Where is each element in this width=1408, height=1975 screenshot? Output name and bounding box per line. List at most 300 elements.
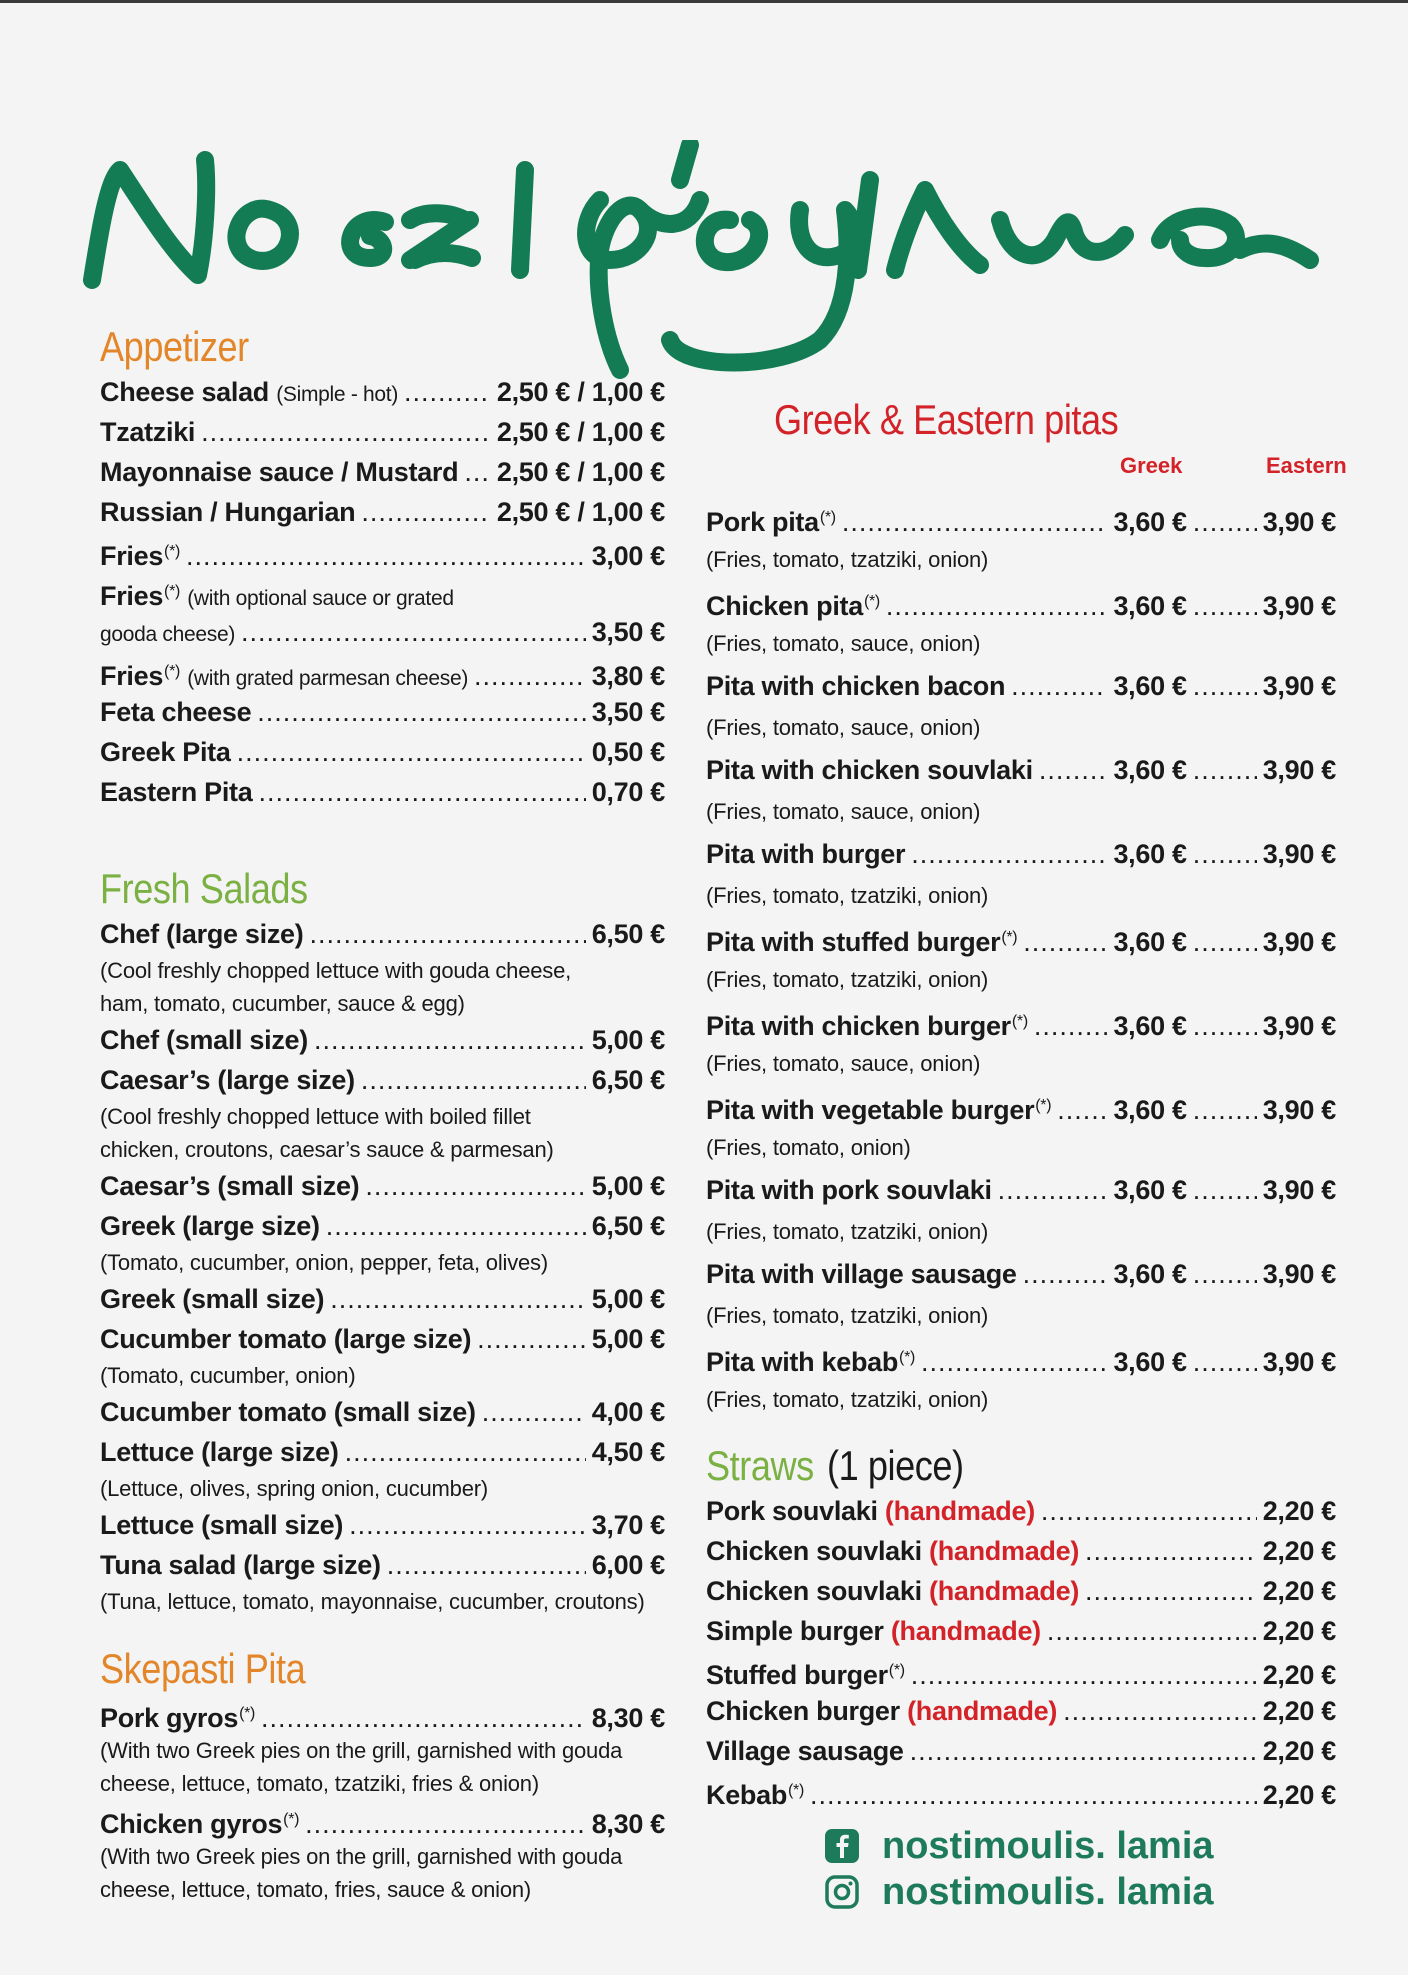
menu-item bbox=[100, 692, 665, 732]
instagram-icon bbox=[824, 1874, 860, 1910]
item-price: 2,20 € bbox=[1262, 1660, 1336, 1690]
item-price: 6,50 € bbox=[591, 1065, 665, 1095]
menu-item bbox=[100, 1166, 665, 1206]
salads-list bbox=[100, 914, 665, 1618]
dot-leader bbox=[477, 1319, 586, 1359]
item-note: (Simple - hot) bbox=[276, 383, 399, 406]
item-name bbox=[100, 1800, 299, 1844]
menu-item bbox=[100, 772, 665, 812]
item-name-text: Greek (small size) bbox=[100, 1284, 325, 1314]
greek-price: 3,60 € bbox=[1113, 1095, 1187, 1125]
item-name-text: Lettuce (small size) bbox=[100, 1510, 344, 1540]
item-name bbox=[100, 1319, 471, 1359]
frozen-mark: (*) bbox=[888, 1662, 905, 1679]
item-price: 2,50 € / 1,00 € bbox=[496, 457, 665, 487]
menu-item bbox=[100, 914, 665, 954]
menu-item bbox=[100, 532, 665, 572]
item-name bbox=[706, 1731, 904, 1771]
item-price: 6,50 € bbox=[591, 1211, 665, 1241]
frozen-mark: (*) bbox=[239, 1705, 256, 1722]
dot-leader bbox=[1023, 917, 1107, 967]
pita-item bbox=[706, 577, 1336, 627]
item-note: (with grated parmesan cheese) bbox=[187, 667, 469, 690]
greek-price: 3,60 € bbox=[1113, 927, 1187, 957]
dot-leader bbox=[365, 1166, 585, 1206]
dot-leader bbox=[314, 1020, 586, 1060]
item-name-text: Pita with vegetable burger bbox=[706, 1095, 1035, 1125]
item-name bbox=[100, 412, 195, 452]
menu-item bbox=[100, 412, 665, 452]
item-price: 2,20 € bbox=[1262, 1536, 1336, 1566]
pita-item bbox=[706, 661, 1336, 711]
item-description: cheese, lettuce, tomato, tzatziki, fries & onion) bbox=[100, 1771, 539, 1796]
facebook-link[interactable] bbox=[824, 1823, 1336, 1869]
dot-leader bbox=[186, 536, 586, 576]
dot-leader bbox=[1047, 1611, 1257, 1651]
frozen-mark: (*) bbox=[1001, 929, 1018, 946]
item-name bbox=[706, 1651, 905, 1695]
eastern-price: 3,90 € bbox=[1262, 671, 1336, 701]
pita-item bbox=[706, 913, 1336, 963]
frozen-mark: (*) bbox=[164, 583, 181, 600]
item-name bbox=[706, 1249, 1017, 1299]
item-name-text: Chicken burger bbox=[706, 1696, 900, 1726]
eastern-price: 3,90 € bbox=[1262, 927, 1336, 957]
social-links bbox=[824, 1823, 1336, 1915]
item-name bbox=[100, 1432, 339, 1472]
dot-leader bbox=[886, 581, 1108, 631]
pita-description: (Fries, tomato, tzatziki, onion) bbox=[706, 547, 989, 572]
item-name-text: Lettuce (large size) bbox=[100, 1437, 339, 1467]
item-name-text: Fries bbox=[100, 661, 164, 691]
item-description: (Tomato, cucumber, onion) bbox=[100, 1363, 356, 1388]
item-name bbox=[100, 532, 180, 576]
item-name-text: Pork pita bbox=[706, 507, 819, 537]
item-name-text: Russian / Hungarian bbox=[100, 497, 356, 527]
dot-leader bbox=[842, 497, 1108, 547]
item-description: chicken, croutons, caesar’s sauce & parmesan) bbox=[100, 1137, 554, 1162]
greek-price: 3,60 € bbox=[1113, 1347, 1187, 1377]
eastern-column-header: Eastern bbox=[1266, 453, 1347, 478]
dot-leader bbox=[257, 692, 585, 732]
eastern-price: 3,90 € bbox=[1262, 1259, 1336, 1289]
dot-leader bbox=[1011, 661, 1107, 711]
item-name-text: Pork souvlaki bbox=[706, 1496, 878, 1526]
fresh-salads-title: Fresh Salads bbox=[100, 865, 308, 912]
item-description: cheese, lettuce, tomato, fries, sauce & onion) bbox=[100, 1877, 532, 1902]
menu-item bbox=[100, 1545, 665, 1585]
pita-description: (Fries, tomato, sauce, onion) bbox=[706, 1051, 981, 1076]
dot-leader bbox=[482, 1392, 586, 1432]
item-name-text: Pita with chicken bacon bbox=[706, 671, 1006, 701]
eastern-price: 3,90 € bbox=[1262, 755, 1336, 785]
dot-leader bbox=[237, 732, 586, 772]
eastern-price: 3,90 € bbox=[1262, 591, 1336, 621]
menu-item bbox=[706, 1771, 1336, 1811]
handmade-tag: (handmade) bbox=[929, 1536, 1080, 1566]
dot-leader bbox=[330, 1279, 585, 1319]
instagram-handle: nostimoulis. lamia bbox=[882, 1870, 1214, 1913]
dot-leader bbox=[1041, 1491, 1257, 1531]
item-description: (Lettuce, olives, spring onion, cucumber) bbox=[100, 1476, 488, 1501]
item-price: 0,70 € bbox=[591, 777, 665, 807]
item-name-text: Cheese salad bbox=[100, 377, 269, 407]
dot-leader bbox=[326, 1206, 586, 1246]
item-name-text: Cucumber tomato (small size) bbox=[100, 1397, 476, 1427]
item-name bbox=[100, 1206, 320, 1246]
frozen-mark: (*) bbox=[819, 509, 836, 526]
frozen-mark: (*) bbox=[1035, 1097, 1052, 1114]
item-name-text: Chicken pita bbox=[706, 591, 863, 621]
handmade-tag: (handmade) bbox=[929, 1576, 1080, 1606]
item-name bbox=[100, 452, 458, 492]
item-price: 3,50 € bbox=[591, 697, 665, 727]
item-name bbox=[100, 1060, 355, 1100]
dot-leader bbox=[810, 1775, 1257, 1815]
item-price: 4,00 € bbox=[591, 1397, 665, 1427]
pita-item bbox=[706, 1249, 1336, 1299]
menu-item bbox=[100, 1020, 665, 1060]
menu-item bbox=[100, 1319, 665, 1359]
item-name-text: Chicken souvlaki bbox=[706, 1576, 922, 1606]
pita-description: (Fries, tomato, sauce, onion) bbox=[706, 631, 981, 656]
dot-leader bbox=[1193, 1001, 1257, 1051]
dot-leader bbox=[404, 372, 491, 412]
pitas-title: Greek & Eastern pitas bbox=[774, 396, 1119, 443]
item-name-text: Pita with kebab bbox=[706, 1347, 899, 1377]
item-name-text: Chicken gyros bbox=[100, 1809, 283, 1839]
dot-leader bbox=[309, 914, 585, 954]
item-name bbox=[706, 1611, 1041, 1651]
pita-description: (Fries, tomato, tzatziki, onion) bbox=[706, 1219, 989, 1244]
dot-leader bbox=[911, 1655, 1257, 1695]
eastern-price: 3,90 € bbox=[1262, 1011, 1336, 1041]
pita-description: (Fries, tomato, sauce, onion) bbox=[706, 799, 981, 824]
dot-leader bbox=[464, 452, 491, 492]
item-name bbox=[100, 692, 251, 732]
menu-item bbox=[100, 1060, 665, 1100]
item-price: 5,00 € bbox=[591, 1171, 665, 1201]
pita-item bbox=[706, 493, 1336, 543]
item-name-text: Pita with pork souvlaki bbox=[706, 1175, 992, 1205]
dot-leader bbox=[1193, 917, 1257, 967]
dot-leader bbox=[1023, 1249, 1108, 1299]
item-name-text: Chef (large size) bbox=[100, 919, 304, 949]
item-name-text: Fries bbox=[100, 541, 164, 571]
item-name-text: Caesar’s (large size) bbox=[100, 1065, 355, 1095]
greek-column-header: Greek bbox=[1120, 453, 1183, 478]
item-name bbox=[706, 745, 1033, 795]
frozen-mark: (*) bbox=[283, 1811, 300, 1828]
item-name bbox=[706, 1771, 804, 1815]
item-name-text: Greek Pita bbox=[100, 737, 231, 767]
item-name bbox=[706, 1491, 1035, 1531]
menu-item bbox=[100, 1800, 665, 1840]
eastern-price: 3,90 € bbox=[1262, 507, 1336, 537]
item-description: (Cool freshly chopped lettuce with gouda cheese, bbox=[100, 958, 572, 983]
item-name bbox=[100, 772, 252, 812]
greek-price: 3,60 € bbox=[1113, 591, 1187, 621]
menu-item bbox=[100, 1694, 665, 1734]
handmade-tag: (handmade) bbox=[890, 1616, 1041, 1646]
pita-item bbox=[706, 829, 1336, 879]
item-name-text: Fries bbox=[100, 581, 164, 611]
greek-price: 3,60 € bbox=[1113, 1259, 1187, 1289]
greek-price: 3,60 € bbox=[1113, 755, 1187, 785]
item-name bbox=[100, 732, 231, 772]
item-name bbox=[100, 1392, 476, 1432]
item-price: 5,00 € bbox=[591, 1284, 665, 1314]
greek-price: 3,60 € bbox=[1113, 1175, 1187, 1205]
item-name-text: Chef (small size) bbox=[100, 1025, 308, 1055]
item-name bbox=[706, 661, 1005, 711]
dot-leader bbox=[1193, 581, 1257, 631]
menu-item bbox=[706, 1691, 1336, 1731]
item-price: 5,00 € bbox=[591, 1324, 665, 1354]
item-name bbox=[706, 829, 905, 879]
dot-leader bbox=[1193, 1085, 1257, 1135]
dot-leader bbox=[258, 772, 585, 812]
frozen-mark: (*) bbox=[1011, 1013, 1028, 1030]
item-name bbox=[100, 1020, 308, 1060]
eastern-price: 3,90 € bbox=[1262, 839, 1336, 869]
pitas-column-headers bbox=[706, 445, 1347, 493]
pita-description: (Fries, tomato, tzatziki, onion) bbox=[706, 1387, 989, 1412]
item-description: (Tuna, lettuce, tomato, mayonnaise, cucumber, croutons) bbox=[100, 1589, 645, 1614]
item-price: 2,50 € / 1,00 € bbox=[496, 377, 665, 407]
menu-item bbox=[706, 1571, 1336, 1611]
item-name-text: Stuffed burger bbox=[706, 1660, 888, 1690]
item-name bbox=[100, 1694, 255, 1738]
dot-leader bbox=[1193, 1249, 1257, 1299]
dot-leader bbox=[1039, 745, 1108, 795]
pita-description: (Fries, tomato, onion) bbox=[706, 1135, 911, 1160]
item-name-text: Kebab bbox=[706, 1780, 788, 1810]
pita-description: (Fries, tomato, sauce, onion) bbox=[706, 715, 981, 740]
pita-description: (Fries, tomato, tzatziki, onion) bbox=[706, 883, 989, 908]
item-price: 3,80 € bbox=[591, 661, 665, 691]
item-description: (With two Greek pies on the grill, garnished with gouda bbox=[100, 1844, 623, 1869]
dot-leader bbox=[1193, 1165, 1257, 1215]
item-name bbox=[706, 493, 836, 547]
dot-leader bbox=[1034, 1001, 1108, 1051]
facebook-handle: nostimoulis. lamia bbox=[882, 1824, 1214, 1867]
dot-leader bbox=[387, 1545, 586, 1585]
item-price: 2,50 € / 1,00 € bbox=[496, 417, 665, 447]
item-price: 6,00 € bbox=[591, 1550, 665, 1580]
pita-item bbox=[706, 997, 1336, 1047]
item-price: 2,20 € bbox=[1262, 1780, 1336, 1810]
pita-item bbox=[706, 745, 1336, 795]
menu-item bbox=[100, 572, 665, 612]
pita-description: (Fries, tomato, tzatziki, onion) bbox=[706, 1303, 989, 1328]
handmade-tag: (handmade) bbox=[884, 1496, 1035, 1526]
straws-list bbox=[706, 1491, 1336, 1811]
item-name-text: Tzatziki bbox=[100, 417, 196, 447]
item-description: (Tomato, cucumber, onion, pepper, feta, olives) bbox=[100, 1250, 548, 1275]
left-column bbox=[100, 322, 665, 1906]
item-name-text: Mayonnaise sauce / Mustard bbox=[100, 457, 459, 487]
straws-title: Straws bbox=[706, 1442, 814, 1489]
item-description: (With two Greek pies on the grill, garnished with gouda bbox=[100, 1738, 623, 1763]
item-note: (with optional sauce or grated bbox=[187, 587, 454, 610]
item-name-text: Pita with chicken souvlaki bbox=[706, 755, 1033, 785]
dot-leader bbox=[474, 656, 586, 696]
item-name bbox=[706, 1081, 1051, 1135]
pita-item bbox=[706, 1333, 1336, 1383]
item-name bbox=[706, 1333, 915, 1387]
item-name-text: Pita with village sausage bbox=[706, 1259, 1017, 1289]
pita-description: (Fries, tomato, tzatziki, onion) bbox=[706, 967, 989, 992]
frozen-mark: (*) bbox=[899, 1349, 916, 1366]
frozen-mark: (*) bbox=[164, 663, 181, 680]
item-name bbox=[100, 1505, 343, 1545]
menu-item bbox=[100, 1432, 665, 1472]
straws-subtitle: (1 piece) bbox=[827, 1442, 965, 1489]
frozen-mark: (*) bbox=[164, 543, 181, 560]
item-note-continued: gooda cheese) bbox=[100, 623, 236, 646]
item-price: 3,50 € bbox=[591, 617, 665, 647]
menu-item bbox=[100, 1206, 665, 1246]
item-name bbox=[100, 1545, 381, 1585]
item-name bbox=[706, 577, 880, 631]
item-name-text: Tuna salad (large size) bbox=[100, 1550, 381, 1580]
dot-leader bbox=[349, 1505, 586, 1545]
dot-leader bbox=[1193, 829, 1257, 879]
item-name bbox=[706, 1571, 1079, 1611]
item-name bbox=[100, 492, 355, 532]
item-name bbox=[100, 914, 303, 954]
menu-item bbox=[100, 732, 665, 772]
item-price: 0,50 € bbox=[591, 737, 665, 767]
greek-price: 3,60 € bbox=[1113, 671, 1187, 701]
menu-item bbox=[100, 452, 665, 492]
menu-item bbox=[100, 1505, 665, 1545]
greek-price: 3,60 € bbox=[1113, 839, 1187, 869]
item-price: 4,50 € bbox=[591, 1437, 665, 1467]
menu-item bbox=[706, 1651, 1336, 1691]
item-price: 2,20 € bbox=[1262, 1616, 1336, 1646]
pita-item bbox=[706, 1081, 1336, 1131]
dot-leader bbox=[201, 412, 491, 452]
item-name-text: Simple burger bbox=[706, 1616, 884, 1646]
appetizer-title: Appetizer bbox=[100, 323, 249, 370]
dot-leader bbox=[921, 1337, 1107, 1387]
item-price: 5,00 € bbox=[591, 1025, 665, 1055]
item-name bbox=[706, 1165, 992, 1215]
dot-leader bbox=[261, 1698, 586, 1738]
menu-item bbox=[706, 1611, 1336, 1651]
appetizer-list bbox=[100, 372, 665, 812]
eastern-price: 3,90 € bbox=[1262, 1347, 1336, 1377]
item-name-text: Chicken souvlaki bbox=[706, 1536, 922, 1566]
menu-item bbox=[706, 1731, 1336, 1771]
menu-item bbox=[706, 1531, 1336, 1571]
dot-leader bbox=[1193, 745, 1257, 795]
skepasti-pita-title: Skepasti Pita bbox=[100, 1645, 306, 1692]
straws-header bbox=[706, 1441, 1336, 1491]
dot-leader bbox=[910, 1731, 1257, 1771]
item-name-text: Pita with stuffed burger bbox=[706, 927, 1001, 957]
menu-item bbox=[100, 1279, 665, 1319]
menu-item bbox=[100, 652, 665, 692]
dot-leader bbox=[1193, 497, 1257, 547]
item-price: 6,50 € bbox=[591, 919, 665, 949]
frozen-mark: (*) bbox=[788, 1782, 805, 1799]
item-price: 2,50 € / 1,00 € bbox=[496, 497, 665, 527]
dot-leader bbox=[998, 1165, 1108, 1215]
dot-leader bbox=[241, 612, 586, 652]
menu-item bbox=[100, 492, 665, 532]
greek-price: 3,60 € bbox=[1113, 1011, 1187, 1041]
item-description: (Cool freshly chopped lettuce with boiled fillet bbox=[100, 1104, 531, 1129]
item-description: ham, tomato, cucumber, sauce & egg) bbox=[100, 991, 465, 1016]
eastern-price: 3,90 € bbox=[1262, 1175, 1336, 1205]
menu-item bbox=[706, 1491, 1336, 1531]
item-name bbox=[100, 1166, 359, 1206]
item-price: 8,30 € bbox=[591, 1809, 665, 1839]
dot-leader bbox=[1193, 661, 1257, 711]
dot-leader bbox=[1085, 1531, 1257, 1571]
item-price: 3,70 € bbox=[591, 1510, 665, 1540]
dot-leader bbox=[1063, 1691, 1257, 1731]
menu-item bbox=[100, 1392, 665, 1432]
dot-leader bbox=[361, 1060, 586, 1100]
item-price: 2,20 € bbox=[1262, 1736, 1336, 1766]
dot-leader bbox=[345, 1432, 586, 1472]
item-price: 2,20 € bbox=[1262, 1696, 1336, 1726]
pitas-list bbox=[706, 493, 1336, 1417]
handmade-tag: (handmade) bbox=[907, 1696, 1058, 1726]
eastern-price: 3,90 € bbox=[1262, 1095, 1336, 1125]
skepasti-list bbox=[100, 1694, 665, 1906]
item-price: 2,20 € bbox=[1262, 1496, 1336, 1526]
dot-leader bbox=[1085, 1571, 1257, 1611]
menu-item-continued bbox=[100, 612, 665, 652]
item-name bbox=[706, 997, 1028, 1051]
item-price: 8,30 € bbox=[591, 1703, 665, 1733]
dot-leader bbox=[305, 1804, 586, 1844]
instagram-link[interactable] bbox=[824, 1869, 1336, 1915]
greek-price: 3,60 € bbox=[1113, 507, 1187, 537]
top-border bbox=[0, 0, 1408, 3]
item-name-text: Eastern Pita bbox=[100, 777, 253, 807]
item-name-text: Cucumber tomato (large size) bbox=[100, 1324, 472, 1354]
dot-leader bbox=[911, 829, 1107, 879]
frozen-mark: (*) bbox=[863, 593, 880, 610]
facebook-icon bbox=[824, 1828, 860, 1864]
item-name-text: Pita with burger bbox=[706, 839, 906, 869]
item-name-text: Village sausage bbox=[706, 1736, 904, 1766]
right-column bbox=[706, 395, 1347, 1915]
item-name bbox=[706, 1691, 1057, 1731]
item-price: 2,20 € bbox=[1262, 1576, 1336, 1606]
item-name-text: Pita with chicken burger bbox=[706, 1011, 1011, 1041]
dot-leader bbox=[1193, 1337, 1257, 1387]
dot-leader bbox=[361, 492, 491, 532]
item-name-text: Pork gyros bbox=[100, 1703, 239, 1733]
pita-item bbox=[706, 1165, 1336, 1215]
item-name-text: Caesar’s (small size) bbox=[100, 1171, 360, 1201]
item-name bbox=[706, 1531, 1079, 1571]
item-name bbox=[100, 372, 398, 415]
item-name-text: Feta cheese bbox=[100, 697, 252, 727]
dot-leader bbox=[1057, 1085, 1107, 1135]
item-name bbox=[100, 1279, 324, 1319]
menu-item bbox=[100, 372, 665, 412]
item-price: 3,00 € bbox=[591, 541, 665, 571]
item-name-text: Greek (large size) bbox=[100, 1211, 320, 1241]
